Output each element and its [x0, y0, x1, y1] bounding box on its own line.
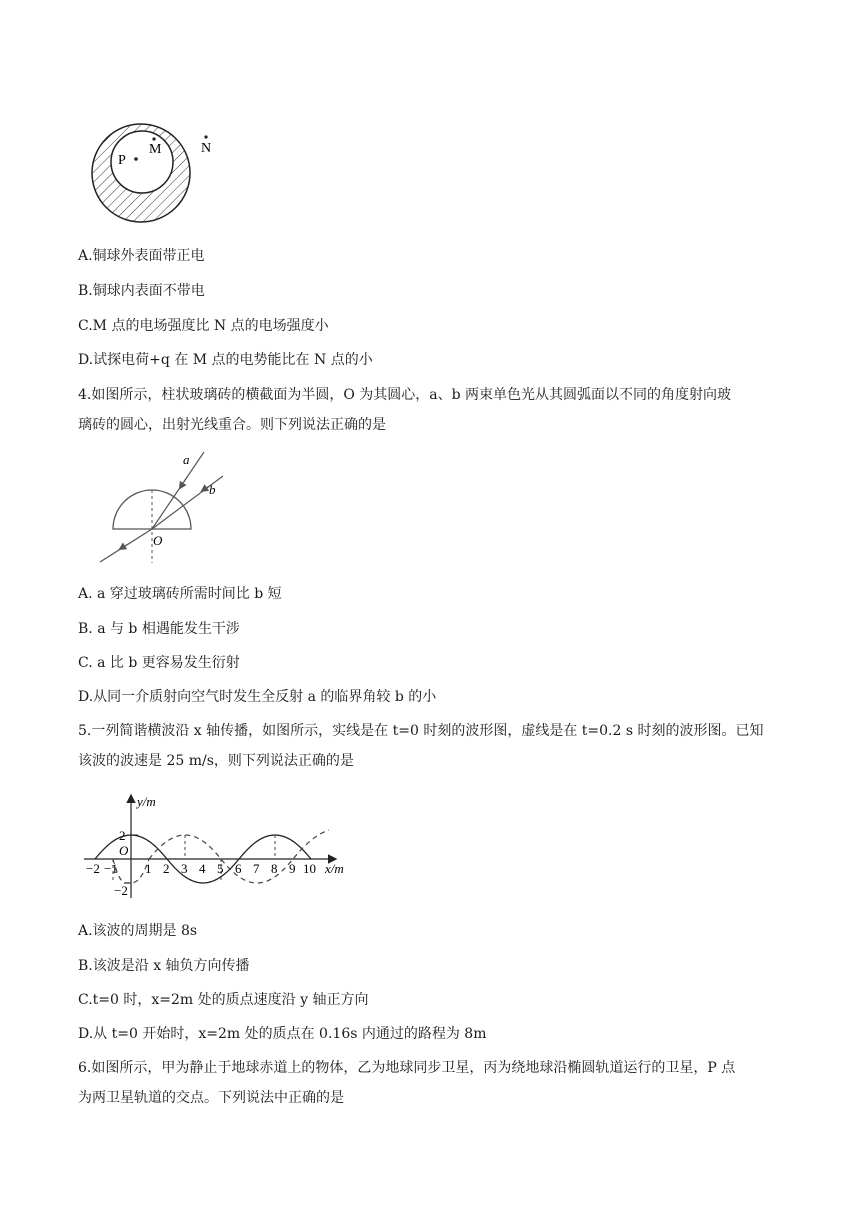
x-tick-neg2: −2: [86, 861, 100, 876]
q3-option-b: B.铜球内表面不带电: [78, 283, 205, 299]
label-O: O: [153, 533, 163, 548]
x-tick-neg1: −1: [104, 861, 118, 876]
y-axis-label: y/m: [137, 794, 156, 809]
q3-option-d: D.试探电荷+q 在 M 点的电势能比在 N 点的小: [78, 352, 373, 368]
y-tick-neg2: −2: [114, 883, 128, 898]
q4-option-b: B. a 与 b 相遇能发生干涉: [78, 621, 240, 637]
q5-stem-line2: 该波的波速是 25 m/s，则下列说法正确的是: [78, 753, 354, 769]
x-tick-3: 3: [181, 861, 188, 876]
wave-graph-figure: [0, 790, 360, 902]
x-axis-label: x/m: [325, 861, 344, 876]
q5-option-c: C.t=0 时，x=2m 处的质点速度沿 y 轴正方向: [78, 992, 369, 1008]
y-tick-2: 2: [119, 828, 126, 843]
q4-option-a: A. a 穿过玻璃砖所需时间比 b 短: [78, 586, 282, 602]
label-a: a: [183, 452, 190, 467]
q3-option-c: C.M 点的电场强度比 N 点的电场强度小: [78, 318, 329, 334]
x-tick-5: 5: [217, 861, 224, 876]
q5-option-b: B.该波是沿 x 轴负方向传播: [78, 958, 250, 974]
label-b: b: [209, 482, 216, 497]
x-tick-8: 8: [271, 861, 278, 876]
q6-stem-line1: 6.如图所示，甲为静止于地球赤道上的物体，乙为地球同步卫星，丙为绕地球沿椭圆轨道运行的卫星，P 点: [78, 1060, 736, 1076]
x-tick-4: 4: [199, 861, 206, 876]
q4-stem-line1: 4.如图所示，柱状玻璃砖的横截面为半圆，O 为其圆心，a、b 两束单色光从其圆弧面以不同的角度射向玻: [78, 387, 732, 403]
x-tick-10: 10: [303, 861, 316, 876]
origin-label: O: [119, 843, 129, 858]
label-N: N: [201, 141, 212, 156]
x-tick-1: 1: [145, 861, 152, 876]
x-tick-7: 7: [253, 861, 260, 876]
q3-option-a: A.铜球外表面带正电: [78, 248, 205, 264]
q4-stem-line2: 璃砖的圆心，出射光线重合。则下列说法正确的是: [78, 417, 386, 433]
label-P: P: [118, 153, 126, 168]
label-M: M: [149, 142, 162, 157]
copper-sphere-figure: [86, 120, 226, 230]
q5-option-a: A.该波的周期是 8s: [78, 923, 198, 939]
x-tick-2: 2: [163, 861, 170, 876]
q4-option-d: D.从同一介质射向空气时发生全反射 a 的临界角较 b 的小: [78, 689, 437, 705]
q5-stem-line1: 5.一列简谐横波沿 x 轴传播，如图所示，实线是在 t=0 时刻的波形图，虚线是在 t=0.2 s 时刻的波形图。已知: [78, 723, 764, 739]
x-tick-9: 9: [289, 861, 296, 876]
q5-option-d: D.从 t=0 开始时，x=2m 处的质点在 0.16s 内通过的路程为 8m: [78, 1026, 487, 1042]
glass-brick-figure: [92, 448, 232, 566]
q4-option-c: C. a 比 b 更容易发生衍射: [78, 655, 240, 671]
x-tick-6: 6: [235, 861, 242, 876]
q6-stem-line2: 为两卫星轨道的交点。下列说法中正确的是: [78, 1090, 344, 1106]
